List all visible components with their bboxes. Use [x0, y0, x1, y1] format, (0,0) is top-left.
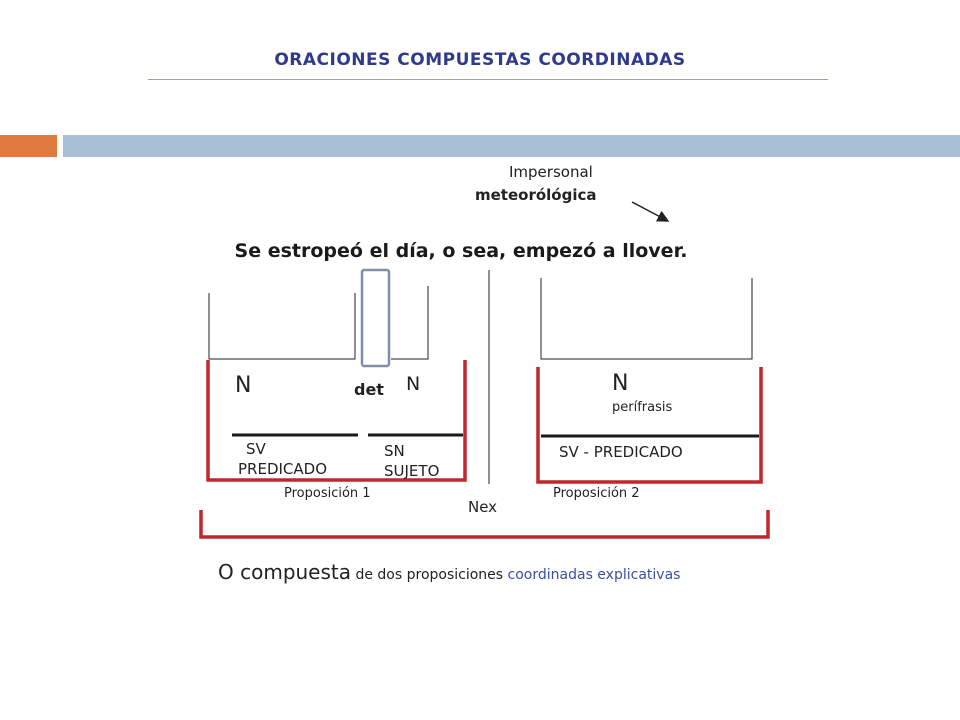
proposition1-label: Proposición 1: [284, 486, 371, 501]
annotation-arrow: [632, 202, 668, 221]
conclusion-middle: de dos proposiciones: [351, 567, 508, 583]
conclusion-type: coordinadas explicativas: [507, 567, 681, 583]
example-sentence: Se estropeó el día, o sea, empezó a llover.: [234, 240, 688, 262]
proposition2-bracket: [538, 367, 761, 482]
nexus-label: Nex: [468, 498, 498, 516]
det-highlight-box: [362, 270, 389, 366]
determiner-label: det: [354, 380, 384, 399]
bracket-se-estropeo: [209, 293, 355, 359]
sn-label: SN: [384, 442, 405, 460]
perifrasis-label: perífrasis: [612, 400, 673, 415]
annotation-impersonal: Impersonal: [509, 163, 593, 181]
sv-predicado-label: SV - PREDICADO: [559, 443, 683, 461]
bracket-el-dia: [391, 286, 428, 359]
conclusion-main: O compuesta: [218, 560, 352, 584]
conclusion-text: [218, 560, 680, 584]
bracket-empezo-a-llover: [541, 278, 752, 359]
annotation-meteorologica: meteorólógica: [475, 186, 597, 204]
nucleus-label-1: N: [235, 373, 252, 398]
proposition2-label: Proposición 2: [553, 486, 640, 501]
nucleus-label-3: N: [612, 371, 629, 396]
sv-label: SV: [246, 440, 266, 458]
nucleus-label-2: N: [406, 373, 421, 395]
slide-title: ORACIONES COMPUESTAS COORDINADAS: [274, 50, 686, 70]
predicado-label: PREDICADO: [238, 460, 328, 478]
sujeto-label: SUJETO: [384, 462, 440, 480]
